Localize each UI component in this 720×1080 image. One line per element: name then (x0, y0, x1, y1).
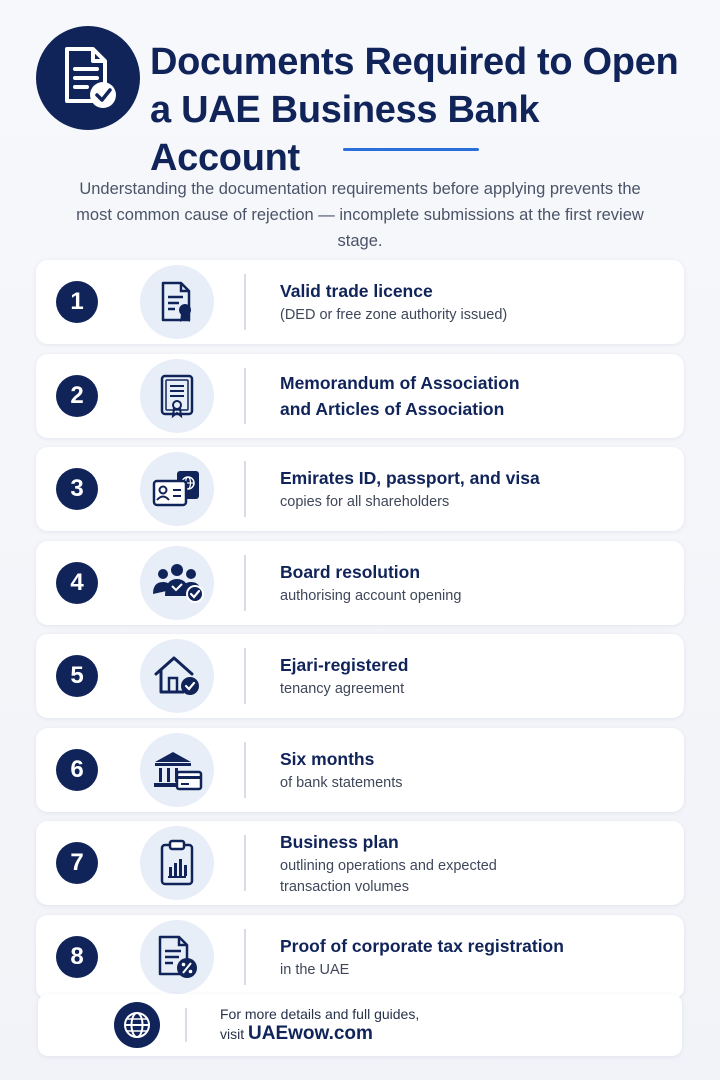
item-text (280, 915, 680, 999)
item-text (280, 541, 680, 625)
divider (244, 461, 246, 517)
page-title: Documents Required to Open a UAE Business Bank Account (150, 41, 679, 179)
step-number: 1 (56, 281, 98, 323)
item-subtitle: in the UAE (280, 961, 350, 978)
step-number: 7 (56, 842, 98, 884)
visit-label: visit (220, 1026, 245, 1042)
item-subtitle: authorising account opening (280, 587, 462, 604)
memorandum-document-icon (140, 359, 214, 433)
item-text (280, 728, 680, 812)
item-title: Ejari-registered (280, 655, 409, 675)
header (36, 16, 684, 179)
intro-text: Understanding the documentation requirements before applying prevents the most common cause of rejection — incomplete submissions at the first review stage. (76, 180, 644, 250)
item-subtitle: tenancy agreement (280, 681, 405, 697)
item-subtitle: of bank statements (280, 774, 403, 791)
globe-icon (114, 1002, 160, 1048)
item-subtitle: copies for all shareholders (280, 494, 450, 510)
divider (244, 835, 246, 891)
item-title: Six months (280, 748, 375, 769)
item-text (280, 354, 680, 438)
certificate-document-icon (140, 265, 214, 339)
list-item (36, 728, 684, 812)
list-item (36, 915, 684, 999)
list-item (36, 354, 684, 438)
divider (244, 648, 246, 704)
board-people-check-icon (140, 546, 214, 620)
step-number: 5 (56, 655, 98, 697)
step-number: 8 (56, 936, 98, 978)
divider (244, 274, 246, 330)
item-title: Memorandum of Association and Articles of Association (280, 372, 520, 419)
divider (244, 555, 246, 611)
list-item (36, 821, 684, 905)
item-text (280, 634, 680, 718)
list-item (36, 634, 684, 718)
step-number: 2 (56, 375, 98, 417)
footer-line: For more details and full guides, (220, 1006, 420, 1022)
title-underline (343, 148, 479, 151)
list-item (36, 260, 684, 344)
item-title: Board resolution (280, 561, 421, 582)
item-title: Proof of corporate tax registration (280, 935, 564, 956)
divider (244, 929, 246, 985)
item-title: Business plan (280, 831, 399, 852)
item-text (280, 447, 680, 531)
item-title: Valid trade licence (280, 281, 433, 301)
bank-card-icon (140, 733, 214, 807)
list-item (36, 447, 684, 531)
list-item (36, 541, 684, 625)
id-passport-icon (140, 452, 214, 526)
item-text (280, 260, 680, 344)
tax-document-icon (140, 920, 214, 994)
document-check-icon (36, 26, 140, 130)
divider (185, 1008, 187, 1042)
footer (38, 994, 682, 1056)
website-link[interactable]: UAEwow.com (248, 1023, 373, 1044)
divider (244, 742, 246, 798)
item-title: Emirates ID, passport, and visa (280, 468, 540, 488)
footer-text (220, 1004, 419, 1044)
item-subtitle: outlining operations and expected transaction volumes (280, 857, 497, 895)
house-check-icon (140, 639, 214, 713)
clipboard-chart-icon (140, 826, 214, 900)
divider (244, 368, 246, 424)
item-subtitle: (DED or free zone authority issued) (280, 307, 508, 323)
item-text (280, 821, 680, 905)
step-number: 6 (56, 749, 98, 791)
step-number: 4 (56, 562, 98, 604)
step-number: 3 (56, 468, 98, 510)
documents-list (36, 260, 684, 999)
